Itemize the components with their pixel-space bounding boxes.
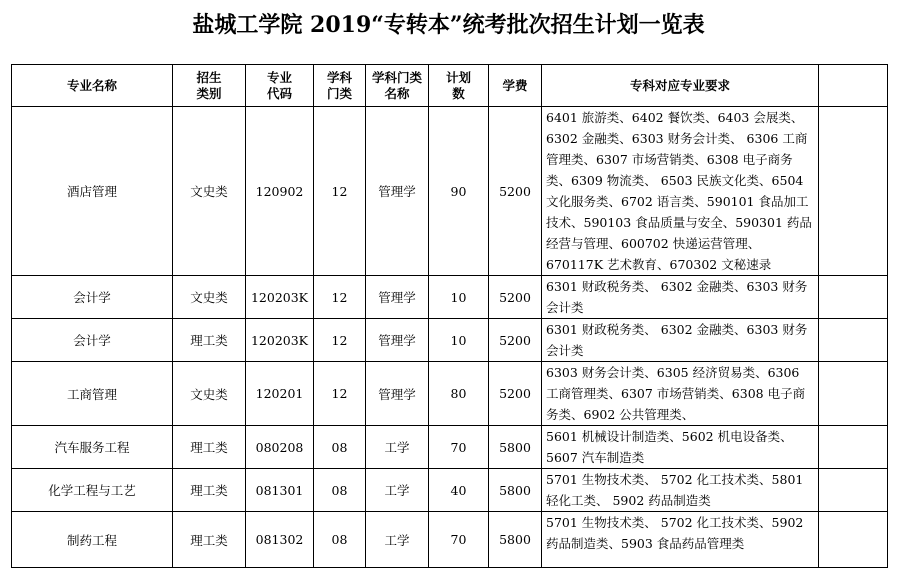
cell-requirement [542, 426, 819, 469]
cell-code: 081302 [246, 512, 314, 568]
cell-major: 工商管理 [12, 362, 173, 426]
cell-category: 理工类 [173, 426, 246, 469]
cell-tuition: 5200 [489, 276, 542, 319]
table-row [12, 107, 888, 276]
cell-subject-name: 管理学 [366, 276, 429, 319]
requirement-text: 6301 财政税务类、 6302 金融类、6303 财务会计类 [546, 279, 808, 315]
table-row [12, 319, 888, 362]
cell-tuition: 5800 [489, 469, 542, 512]
cell-code: 080208 [246, 426, 314, 469]
cell-subject-name: 管理学 [366, 107, 429, 276]
cell-subject-name: 工学 [366, 512, 429, 568]
cell-major: 制药工程 [12, 512, 173, 568]
cell-extra [819, 426, 888, 469]
cell-major: 会计学 [12, 276, 173, 319]
cell-extra [819, 319, 888, 362]
table-row [12, 276, 888, 319]
cell-plan: 40 [429, 469, 489, 512]
cell-subject-class: 12 [314, 319, 366, 362]
cell-major: 会计学 [12, 319, 173, 362]
table-row [12, 512, 888, 568]
cell-code: 120201 [246, 362, 314, 426]
cell-subject-name: 管理学 [366, 319, 429, 362]
enrollment-plan-table [11, 64, 888, 568]
header-major: 专业名称 [12, 65, 173, 107]
cell-subject-class: 08 [314, 512, 366, 568]
cell-subject-class: 12 [314, 362, 366, 426]
cell-extra [819, 362, 888, 426]
cell-plan: 70 [429, 512, 489, 568]
cell-requirement [542, 276, 819, 319]
cell-plan: 90 [429, 107, 489, 276]
cell-subject-class: 12 [314, 276, 366, 319]
header-extra [819, 65, 888, 107]
cell-tuition: 5200 [489, 362, 542, 426]
requirement-text: 6301 财政税务类、 6302 金融类、6303 财务会计类 [546, 322, 808, 358]
requirement-text: 5601 机械设计制造类、5602 机电设备类、5607 汽车制造类 [546, 429, 793, 465]
header-tuition: 学费 [489, 65, 542, 107]
cell-extra [819, 469, 888, 512]
cell-plan: 10 [429, 276, 489, 319]
header-category: 招生类别 [173, 65, 246, 107]
cell-tuition: 5200 [489, 107, 542, 276]
header-subject-name: 学科门类名称 [366, 65, 429, 107]
cell-subject-name: 工学 [366, 426, 429, 469]
cell-extra [819, 512, 888, 568]
header-subject-class: 学科门类 [314, 65, 366, 107]
cell-tuition: 5800 [489, 512, 542, 568]
cell-plan: 10 [429, 319, 489, 362]
cell-requirement [542, 107, 819, 276]
cell-code: 120203K [246, 319, 314, 362]
cell-category: 文史类 [173, 107, 246, 276]
cell-requirement [542, 469, 819, 512]
cell-subject-name: 工学 [366, 469, 429, 512]
cell-extra [819, 107, 888, 276]
cell-subject-class: 12 [314, 107, 366, 276]
header-plan: 计划数 [429, 65, 489, 107]
requirement-text: 6401 旅游类、6402 餐饮类、6403 会展类、6302 金融类、6303 财务会计类、 6306 工商管理类、6307 市场营销类、6308 电子商务类、6309 物流类、 6503 民族文化类、6504 文化服务类、6702 语言类、590101 食品加工技术、590103 食品质量与安全、590301 药品经营与管理、600702 快递运营管理、670117K 艺术教育、670302 文秘速录 [546, 110, 812, 272]
cell-tuition: 5800 [489, 426, 542, 469]
cell-category: 文史类 [173, 362, 246, 426]
cell-code: 120902 [246, 107, 314, 276]
cell-subject-name: 管理学 [366, 362, 429, 426]
cell-subject-class: 08 [314, 469, 366, 512]
cell-category: 文史类 [173, 276, 246, 319]
cell-major: 化学工程与工艺 [12, 469, 173, 512]
header-requirement: 专科对应专业要求 [542, 65, 819, 107]
table-header-row [12, 65, 888, 107]
requirement-text: 6303 财务会计类、6305 经济贸易类、6306 工商管理类、6307 市场营销类、6308 电子商务类、6902 公共管理类、 [546, 365, 806, 422]
cell-code: 120203K [246, 276, 314, 319]
cell-extra [819, 276, 888, 319]
cell-plan: 70 [429, 426, 489, 469]
header-code: 专业代码 [246, 65, 314, 107]
page-title: 盐城工学院 2019“专转本”统考批次招生计划一览表 [192, 12, 705, 38]
cell-requirement [542, 512, 819, 568]
cell-category: 理工类 [173, 319, 246, 362]
requirement-text: 5701 生物技术类、 5702 化工技术类、5801 轻化工类、 5902 药品制造类 [546, 472, 804, 508]
cell-plan: 80 [429, 362, 489, 426]
table-row [12, 469, 888, 512]
cell-subject-class: 08 [314, 426, 366, 469]
cell-code: 081301 [246, 469, 314, 512]
cell-tuition: 5200 [489, 319, 542, 362]
cell-category: 理工类 [173, 512, 246, 568]
table-row [12, 426, 888, 469]
cell-requirement [542, 319, 819, 362]
cell-major: 汽车服务工程 [12, 426, 173, 469]
cell-major: 酒店管理 [12, 107, 173, 276]
table-row [12, 362, 888, 426]
cell-category: 理工类 [173, 469, 246, 512]
requirement-text: 5701 生物技术类、 5702 化工技术类、5902 药品制造类、5903 食品药品管理类 [546, 515, 804, 551]
cell-requirement [542, 362, 819, 426]
